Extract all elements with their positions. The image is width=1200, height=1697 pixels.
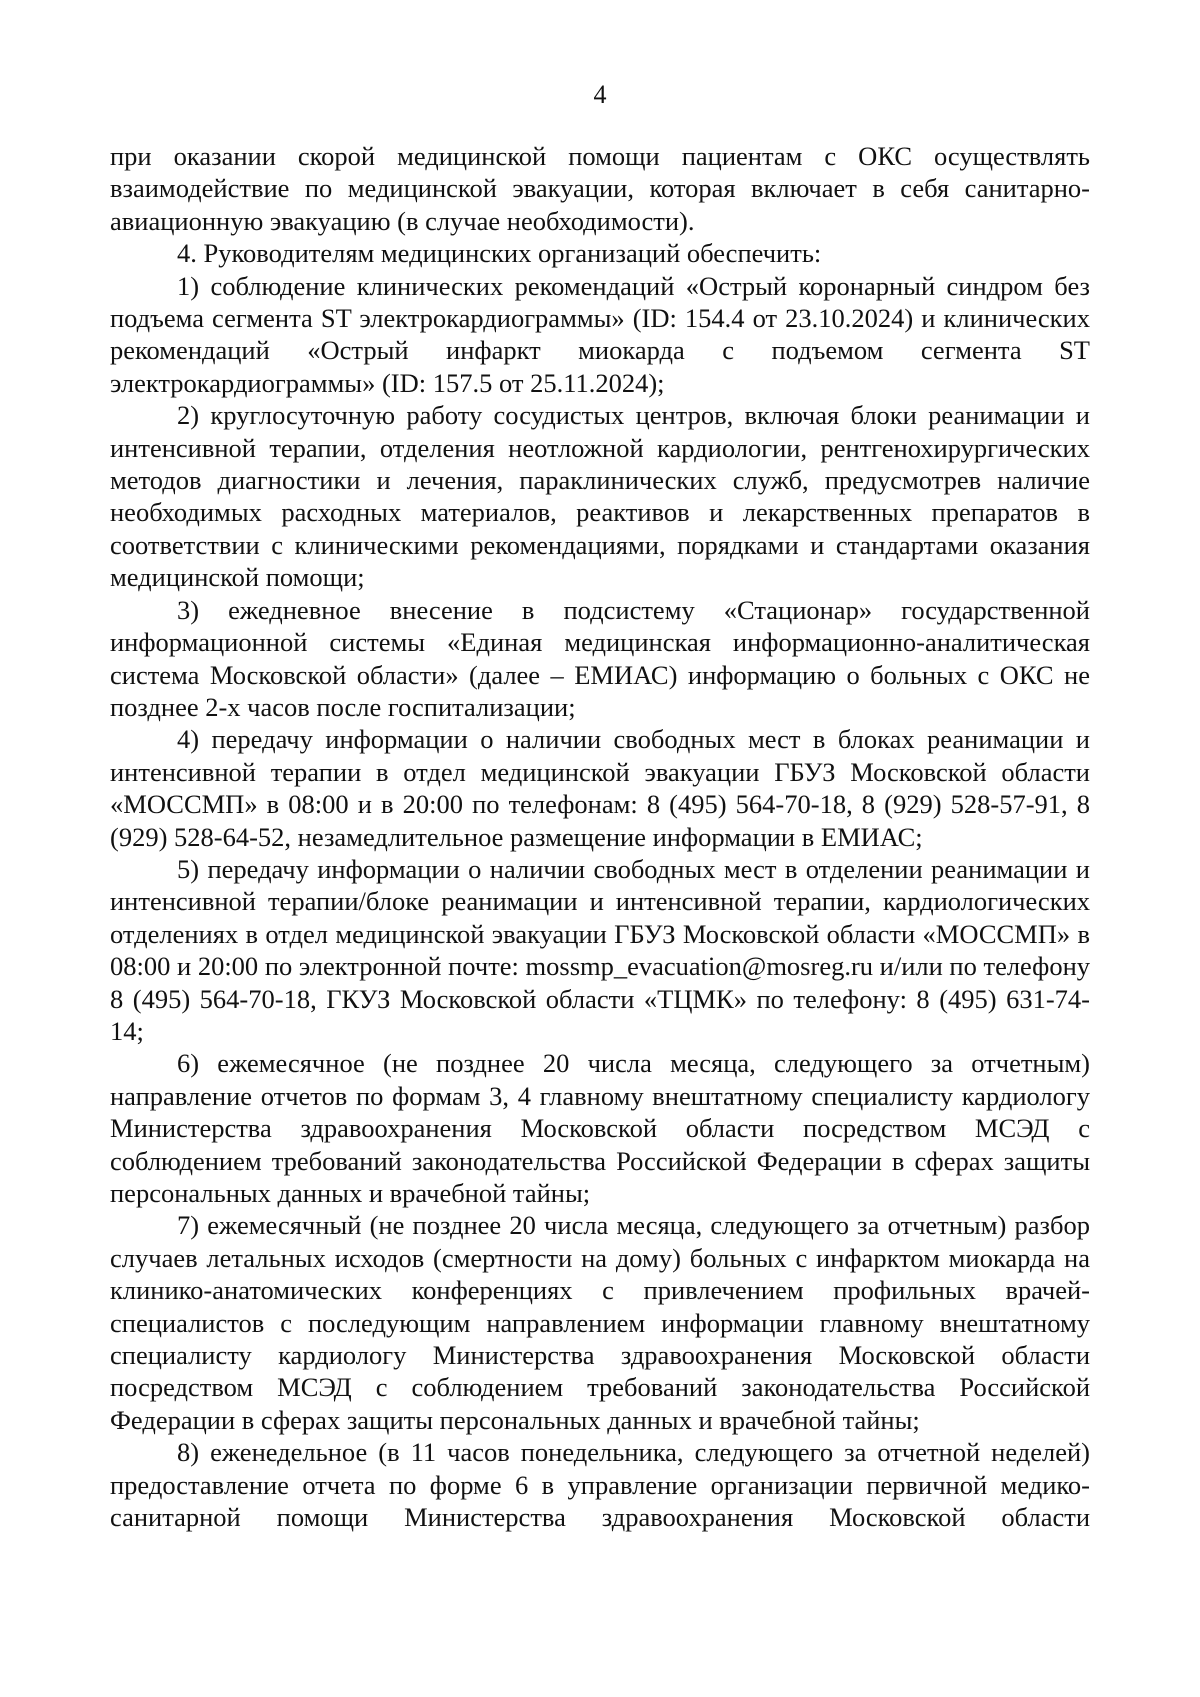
- paragraph-item-4-heading: 4. Руководителям медицинских организаций обеспечить:: [177, 238, 822, 269]
- paragraph-subitem-5: 5) передачу информации о наличии свободных мест в отделении реанимации и интенсивной терапии/блоке реанимации и интенсивной терапии, кардиологических отделениях в отдел медицинской эвакуации ГБУЗ Московской области «МОССМП» в 08:00 и 20:00 по электронной почте: mossmp_evacuation@mosreg.ru и/или по телефону 8 (495) 564-70-18, ГКУЗ Московской области «ТЦМК» по телефону: 8 (495) 631-74-14;: [110, 853, 1090, 1046]
- paragraph-subitem-2: 2) круглосуточную работу сосудистых центров, включая блоки реанимации и интенсивной терапии, отделения неотложной кардиологии, рентгенохирургических методов диагностики и лечения, параклинических служб, предусмотрев наличие необходимых расходных материалов, реактивов и лекарственных препаратов в соответствии с клиническими рекомендациями, порядками и стандартами оказания медицинской помощи;: [110, 400, 1090, 593]
- paragraph-continuation: при оказании скорой медицинской помощи пациентам с ОКС осуществлять взаимодействие по медицинской эвакуации, которая включает в себя санитарно-авиационную эвакуацию (в случае необходимости).: [110, 141, 1090, 236]
- paragraph-subitem-8: 8) еженедельное (в 11 часов понедельника, следующего за отчетной неделей) предоставление отчета по форме 6 в управление организации первичной медико-санитарной помощи Министерства здравоохранения Московской области: [110, 1437, 1090, 1533]
- paragraph-subitem-1: 1) соблюдение клинических рекомендаций «Острый коронарный синдром без подъема сегмента ST электрокардиограммы» (ID: 154.4 от 23.10.2024) и клинических рекомендаций «Острый инфаркт миокарда с подъемом сегмента ST электрокардиограммы» (ID: 157.5 от 25.11.2024);: [110, 270, 1090, 398]
- paragraph-subitem-6: 6) ежемесячное (не позднее 20 числа месяца, следующего за отчетным) направление отчетов по формам 3, 4 главному внештатному специалисту кардиологу Министерства здравоохранения Московской области посредством МСЭД с соблюдением требований законодательства Российской Федерации в сферах защиты персональных данных и врачебной тайны;: [110, 1048, 1090, 1208]
- paragraph-subitem-4: 4) передачу информации о наличии свободных мест в блоках реанимации и интенсивной терапии в отдел медицинской эвакуации ГБУЗ Московской области «МОССМП» в 08:00 и в 20:00 по телефонам: 8 (495) 564-70-18, 8 (929) 528-57-91, 8 (929) 528-64-52, незамедлительное размещение информации в ЕМИАС;: [110, 724, 1090, 852]
- document-body: [110, 140, 1090, 1533]
- paragraph-subitem-3: 3) ежедневное внесение в подсистему «Стационар» государственной информационной системы «Единая медицинская информационно-аналитическая система Московской области» (далее – ЕМИАС) информацию о больных с ОКС не позднее 2-х часов после госпитализации;: [110, 594, 1090, 722]
- page-number: 4: [593, 80, 607, 109]
- paragraph-subitem-7: 7) ежемесячный (не позднее 20 числа месяца, следующего за отчетным) разбор случаев летальных исходов (смертности на дому) больных с инфарктом миокарда на клинико-анатомических конференциях с привлечением профильных врачей-специалистов с последующим направлением информации главному внештатному специалисту кардиологу Министерства здравоохранения Московской области посредством МСЭД с соблюдением требований законодательства Российской Федерации в сферах защиты персональных данных и врачебной тайны;: [110, 1210, 1090, 1435]
